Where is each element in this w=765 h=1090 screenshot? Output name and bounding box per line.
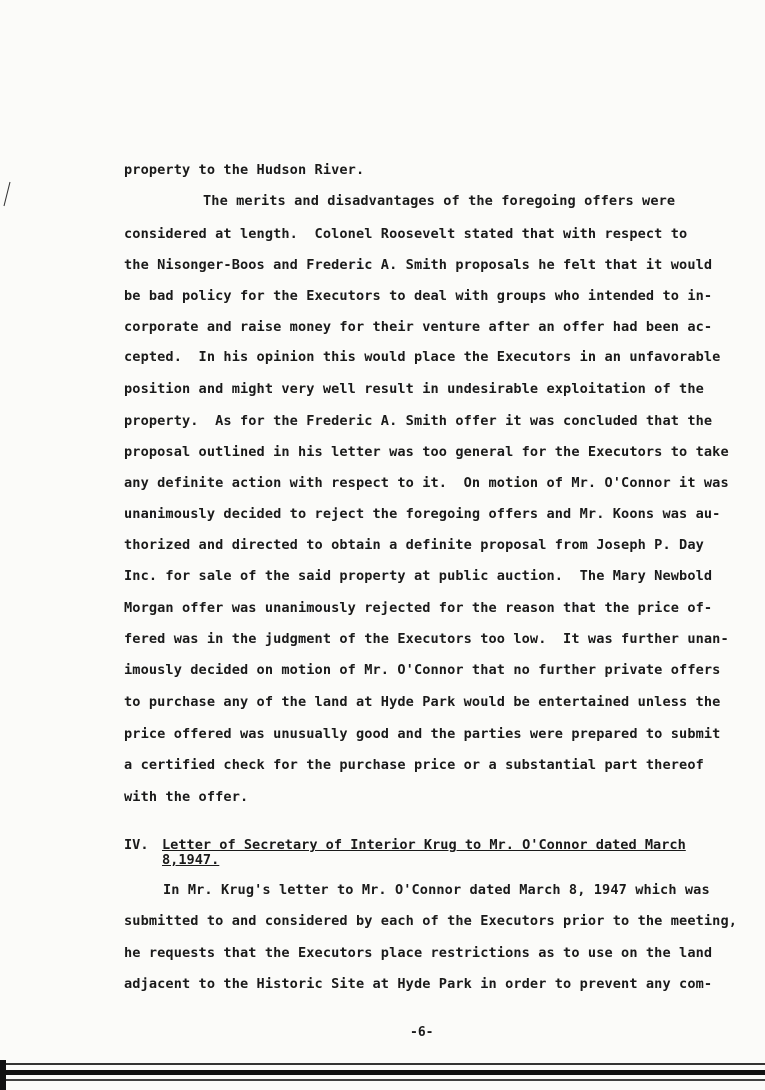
body-line: any definite action with respect to it. On motion of Mr. O'Connor it was (124, 475, 729, 491)
margin-mark (0, 180, 14, 210)
body-line: Inc. for sale of the said property at public auction. The Mary Newbold (124, 568, 713, 584)
page-number: -6- (410, 1025, 434, 1040)
body-line: he requests that the Executors place restrictions as to use on the land (124, 945, 713, 961)
scan-edge-line (0, 1079, 765, 1081)
section-title-line2: 8,1947. (162, 852, 220, 868)
body-line: price offered was unusually good and the parties were prepared to submit (124, 726, 721, 742)
section-number: IV. (124, 837, 149, 853)
body-line: In Mr. Krug's letter to Mr. O'Connor dated March 8, 1947 which was (163, 882, 710, 898)
body-line: be bad policy for the Executors to deal with groups who intended to in- (124, 288, 713, 304)
section-title-line1: Letter of Secretary of Interior Krug to Mr. O'Connor dated March (162, 837, 686, 853)
body-line: fered was in the judgment of the Executors too low. It was further unan- (124, 631, 729, 647)
body-line: corporate and raise money for their venture after an offer had been ac- (124, 319, 713, 335)
body-line: cepted. In his opinion this would place the Executors in an unfavorable (124, 349, 721, 365)
body-line: with the offer. (124, 789, 249, 805)
scan-edge-line (0, 1063, 765, 1065)
body-line: thorized and directed to obtain a definite proposal from Joseph P. Day (124, 537, 704, 553)
body-line: adjacent to the Historic Site at Hyde Park in order to prevent any com- (124, 976, 713, 992)
body-line: proposal outlined in his letter was too general for the Executors to take (124, 444, 729, 460)
body-line: The merits and disadvantages of the foregoing offers were (203, 193, 676, 209)
scan-edge-line (0, 1070, 765, 1075)
body-line: property. As for the Frederic A. Smith offer it was concluded that the (124, 413, 713, 429)
body-line: submitted to and considered by each of the Executors prior to the meeting, (124, 913, 738, 929)
body-line: the Nisonger-Boos and Frederic A. Smith proposals he felt that it would (124, 257, 713, 273)
body-line: to purchase any of the land at Hyde Park would be entertained unless the (124, 694, 721, 710)
body-line: Morgan offer was unanimously rejected for the reason that the price of- (124, 600, 713, 616)
body-line: unanimously decided to reject the foregoing offers and Mr. Koons was au- (124, 506, 721, 522)
scan-edge-corner (0, 1060, 6, 1090)
body-line: position and might very well result in undesirable exploitation of the (124, 381, 704, 397)
body-line: imously decided on motion of Mr. O'Connor that no further private offers (124, 662, 721, 678)
body-line: a certified check for the purchase price or a substantial part thereof (124, 757, 704, 773)
body-line: property to the Hudson River. (124, 162, 365, 178)
body-line: considered at length. Colonel Roosevelt stated that with respect to (124, 226, 688, 242)
